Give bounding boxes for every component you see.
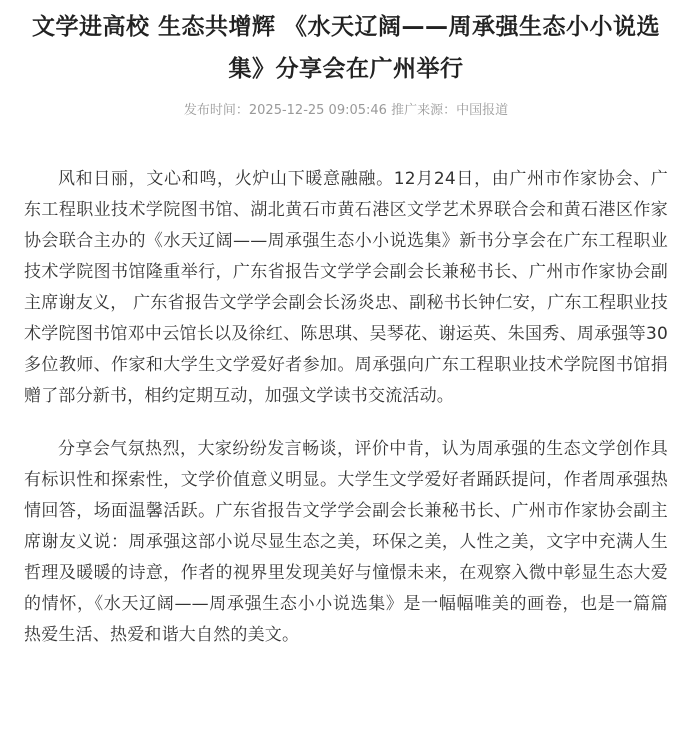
article-paragraph: 风和日丽，文心和鸣，火炉山下暖意融融。12月24日，由广州市作家协会、广东工程职业技术学院图书馆、湖北黄石市黄石港区文学艺术界联合会和黄石港区作家协会联合主办的《水天辽阔——周承强生态小小说选集》新书分享会在广东工程职业技术学院图书馆隆重举行，广东省报告文学学会副会长兼秘书长、广州市作家协会副主席谢友义， 广东省报告文学学会副会长汤炎忠、副秘书长钟仁安，广东工程职业技术学院图书馆邓中云馆长以及徐红、陈思琪、吴琴花、谢运英、朱国秀、周承强等30多位教师、作家和大学生文学爱好者参加。周承强向广东工程职业技术学院图书馆捐赠了部分新书，相约定期互动，加强文学读书交流活动。 — [24, 169, 668, 406]
source-name: 中国报道 — [456, 103, 509, 118]
article — [0, 6, 684, 651]
article-paragraph: 分享会气氛热烈，大家纷纷发言畅谈，评价中肯，认为周承强的生态文学创作具有标识性和探索性，文学价值意义明显。大学生文学爱好者踊跃提问，作者周承强热情回答，场面温馨活跃。广东省报告文学学会副会长兼秘书长、广州市作家协会副主席谢友义说：周承强这部小说尽显生态之美，环保之美，人性之美，文字中充满人生哲理及暖暖的诗意，作者的视界里发现美好与憧憬未来，在观察入微中彰显生态大爱的情怀，《水天辽阔——周承强生态小小说选集》是一幅幅唯美的画卷，也是一篇篇热爱生活、热爱和谐大自然的美文。 — [24, 439, 668, 645]
article-title: 文学进高校 生态共增辉 《水天辽阔——周承强生态小小说选集》分享会在广州举行 — [31, 14, 660, 82]
publish-time-label: 发布时间： — [183, 103, 249, 118]
publish-time: 2025-12-25 09:05:46 — [248, 103, 387, 118]
source-label: 推广来源： — [391, 103, 457, 118]
article-body — [24, 164, 668, 651]
article-meta — [24, 100, 668, 122]
